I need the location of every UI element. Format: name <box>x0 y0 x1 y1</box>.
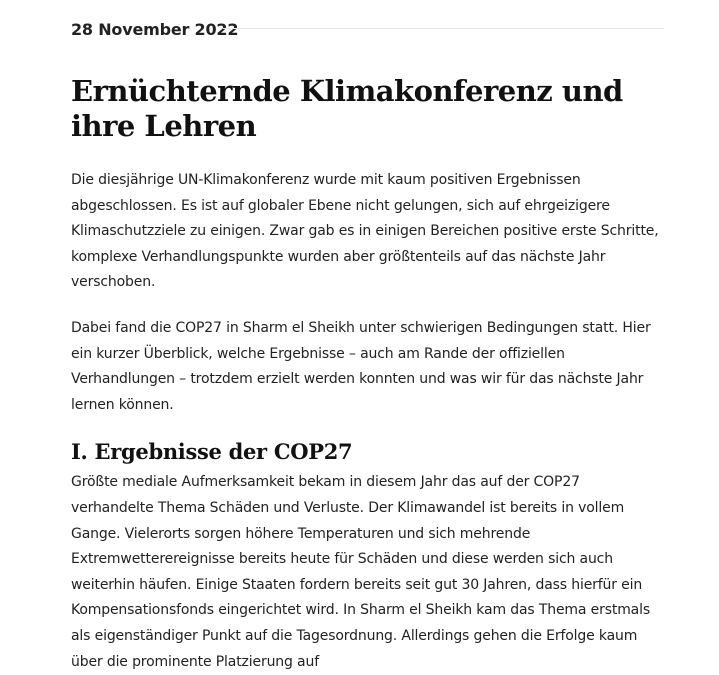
article <box>71 0 664 675</box>
date-header <box>71 0 664 58</box>
post-date: 28 November 2022 <box>71 20 239 39</box>
intro-paragraph: Die diesjährige UN-Klimakonferenz wurde mit kaum positiven Ergebnissen abgeschlossen. Es ist auf globaler Ebene nicht gelungen, sich auf ehrgeizigere Klimaschutzziele zu einigen. Zwar gab es in einigen Bereichen positive erste Schritte, komplexe Verhandlungspunkte wurden aber größtenteils auf das nächste Jahr verschoben. <box>71 172 659 291</box>
context-paragraph: Dabei fand die COP27 in Sharm el Sheikh unter schwierigen Bedingungen statt. Hier ein kurzer Überblick, welche Ergebnisse – auch am Rande der offiziellen Verhandlungen – trotzdem erzielt werden konnten und was wir für das nächste Jahr lernen können. <box>71 319 651 413</box>
section-paragraph: Größte mediale Aufmerksamkeit bekam in diesem Jahr das auf der COP27 verhandelte Thema Schäden und Verluste. Der Klimawandel ist bereits in vollem Gange. Vielerorts sorgen höhere Temperaturen und sich mehrende Extremwetterereignisse bereits heute für Schäden und diese werden sich auch weiterhin häufen. Einige Staaten fordern bereits seit gut 30 Jahren, dass hierfür ein Kompensationsfonds eingerichtet wird. In Sharm el Sheikh kam das Thema erstmals als eigenständiger Punkt auf die Tagesordnung. Allerdings gehen die Erfolge kaum über die prominente Platzierung auf <box>71 474 650 670</box>
article-title: Ernüchternde Klimakonferenz und ihre Lehren <box>71 74 623 143</box>
section-heading: I. Ergebnisse der COP27 <box>71 439 353 465</box>
date-divider <box>223 28 664 29</box>
